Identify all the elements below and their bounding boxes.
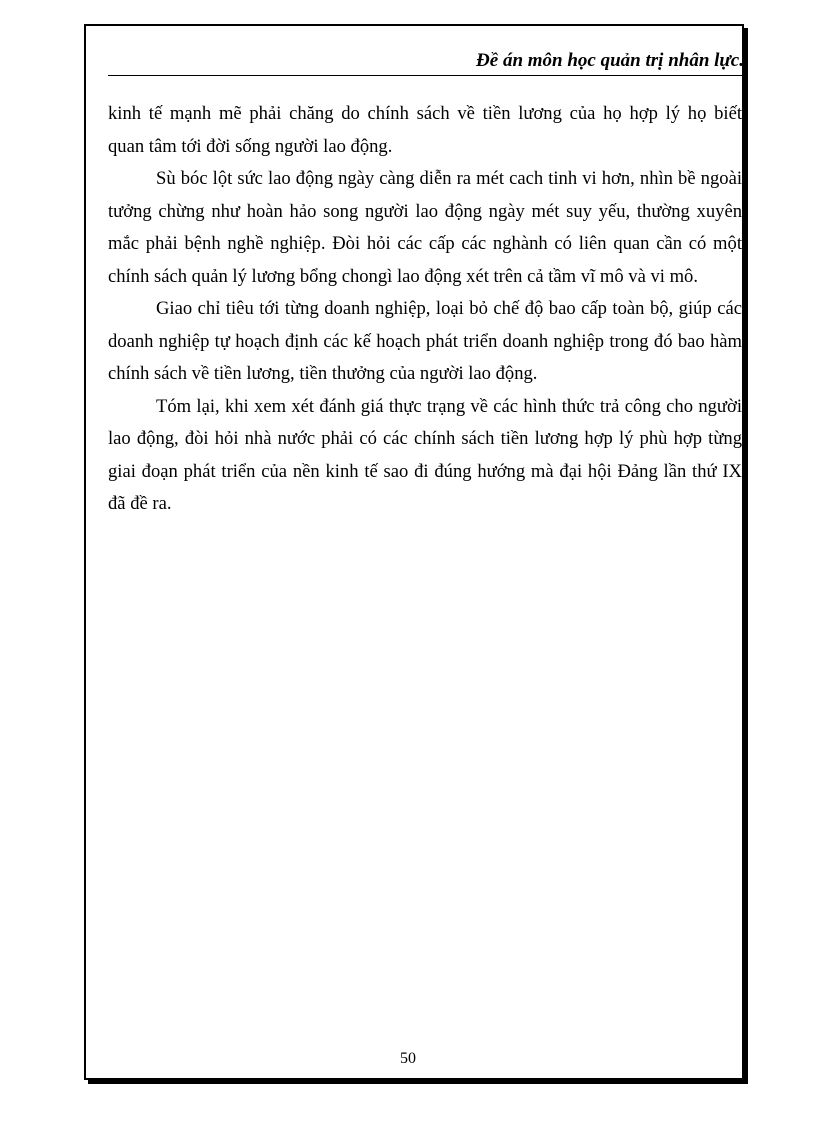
paragraph-line: lao động, đòi hỏi nhà nước phải có các chính sách tiền lương hợp lý phù hợp từng <box>108 428 742 449</box>
paragraph-line: Tóm lại, khi xem xét đánh giá thực trạng về các hình thức trả công cho người <box>156 395 742 417</box>
paragraph-2 <box>108 163 742 293</box>
paragraph-line: Giao chỉ tiêu tới từng doanh nghiệp, loại bỏ chế độ bao cấp toàn bộ, giúp các <box>156 298 742 319</box>
paragraph-line: kinh tế mạnh mẽ phải chăng do chính sách về tiền lương của họ hợp lý họ biết <box>108 103 742 124</box>
page-header <box>108 48 744 78</box>
paragraph-1 <box>108 98 742 163</box>
page-number: 50 <box>400 1050 416 1067</box>
document-body <box>108 98 742 521</box>
paragraph-line: giai đoạn phát triển của nền kinh tế sao đi đúng hướng mà đại hội Đảng lần thứ IX <box>108 460 742 482</box>
paragraph-3 <box>108 293 742 391</box>
paragraph-line: Sù bóc lột sức lao động ngày càng diễn ra mét cach tinh vi hơn, nhìn bề ngoài <box>156 168 742 189</box>
header-rule <box>108 75 744 76</box>
paragraph-line: tưởng chừng như hoàn hảo song người lao động ngày mét suy yếu, thường xuyên <box>108 200 742 222</box>
header-title: Đề án môn học quản trị nhân lực. <box>476 50 744 71</box>
paragraph-line: doanh nghiệp tự hoạch định các kế hoạch phát triển doanh nghiệp trong đó bao hàm <box>108 330 742 352</box>
paragraph-line: mắc phải bệnh nghề nghiệp. Đòi hỏi các cấp các nghành có liên quan cần có một <box>108 233 742 254</box>
paragraph-4 <box>108 391 742 521</box>
paragraph-line: quan tâm tới đời sống người lao động. <box>108 135 393 157</box>
paragraph-line: chính sách quản lý lương bổng chongì lao động xét trên cả tầm vĩ mô và vi mô. <box>108 265 698 287</box>
paragraph-line: đã đề ra. <box>108 493 172 514</box>
paragraph-line: chính sách về tiền lương, tiền thưởng của người lao động. <box>108 363 538 384</box>
